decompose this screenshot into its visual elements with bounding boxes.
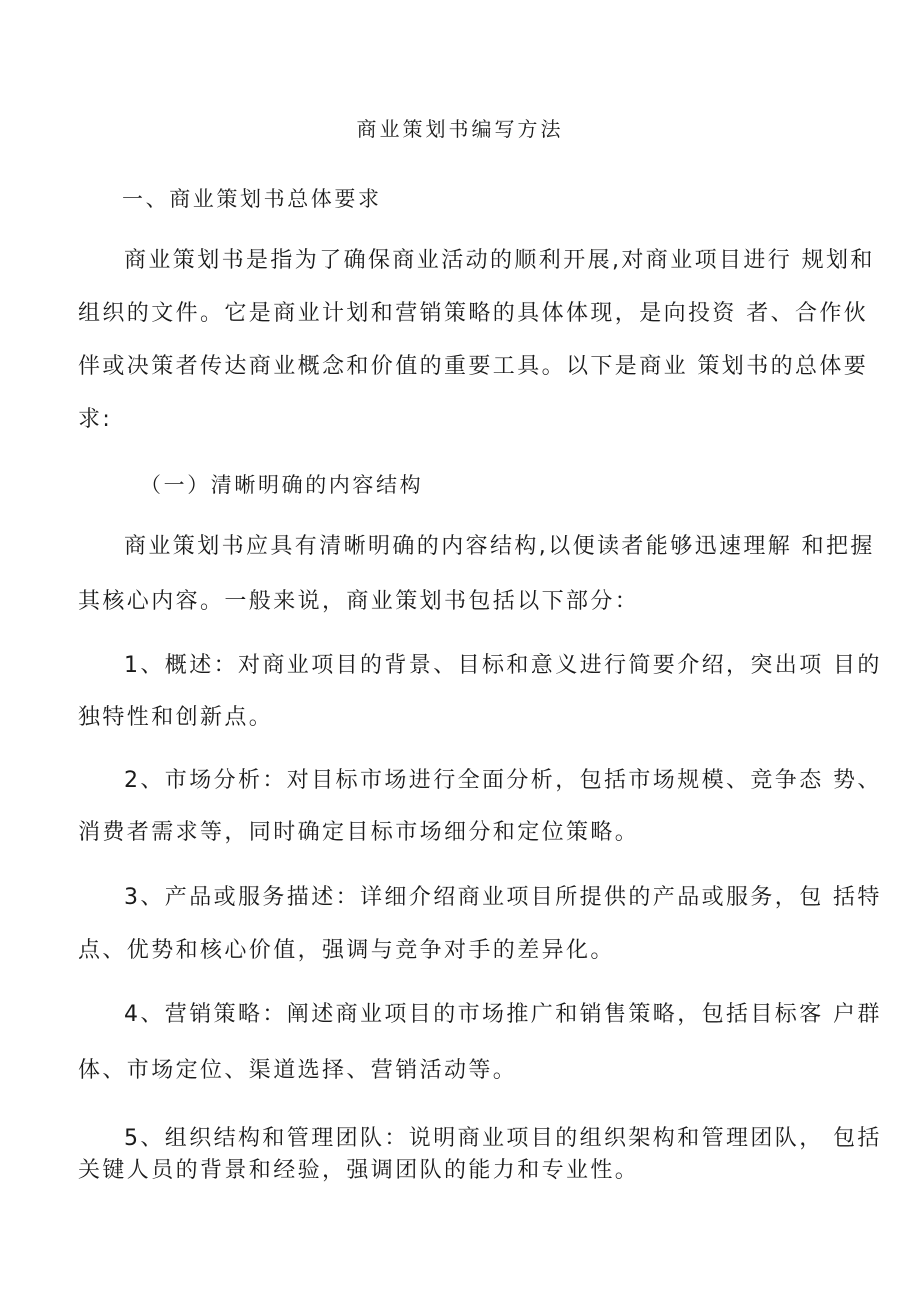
paragraph-line: 求: [78, 407, 113, 432]
paragraph-line: 商业策划书是指为了确保商业活动的顺利开展,对商业项目进行 规划和 [124, 248, 875, 273]
section-heading: 一、商业策划书总体要求 [122, 187, 382, 211]
list-item-line: 体、市场定位、渠道选择、营销活动等。 [78, 1058, 518, 1083]
list-item-line: 独特性和创新点。 [78, 705, 274, 730]
list-item-line: 5、组织结构和管理团队：说明商业项目的组织架构和管理团队， 包括 [124, 1126, 882, 1151]
paragraph-line: 其核心内容。一般来说，商业策划书包括以下部分： [78, 589, 640, 614]
paragraph-line: 商业策划书应具有清晰明确的内容结构,以便读者能够迅速理解 和把握 [124, 534, 875, 559]
paragraph-line: 伴或决策者传达商业概念和价值的重要工具。以下是商业 策划书的总体要 [78, 354, 869, 379]
list-item-line: 关键人员的背景和经验，强调团队的能力和专业性。 [78, 1158, 640, 1183]
paragraph-line: 组织的文件。它是商业计划和营销策略的具体体现，是向投资 者、合作伙 [78, 301, 869, 326]
list-item-line: 点、优势和核心价值，强调与竞争对手的差异化。 [78, 938, 615, 963]
list-item-line: 消费者需求等，同时确定目标市场细分和定位策略。 [78, 820, 640, 845]
list-item-line: 2、市场分析：对目标市场进行全面分析，包括市场规模、竞争态 势、 [124, 768, 882, 793]
subsection-heading: （一）清晰明确的内容结构 [140, 473, 424, 497]
list-item-line: 1、概述：对商业项目的背景、目标和意义进行简要介绍，突出项 目的 [124, 653, 882, 678]
list-item-line: 4、营销策略：阐述商业项目的市场推广和销售策略，包括目标客 户群 [124, 1002, 882, 1027]
document-title: 商业策划书编写方法 [356, 117, 564, 141]
list-item-line: 3、产品或服务描述：详细介绍商业项目所提供的产品或服务，包 括特 [124, 885, 882, 910]
